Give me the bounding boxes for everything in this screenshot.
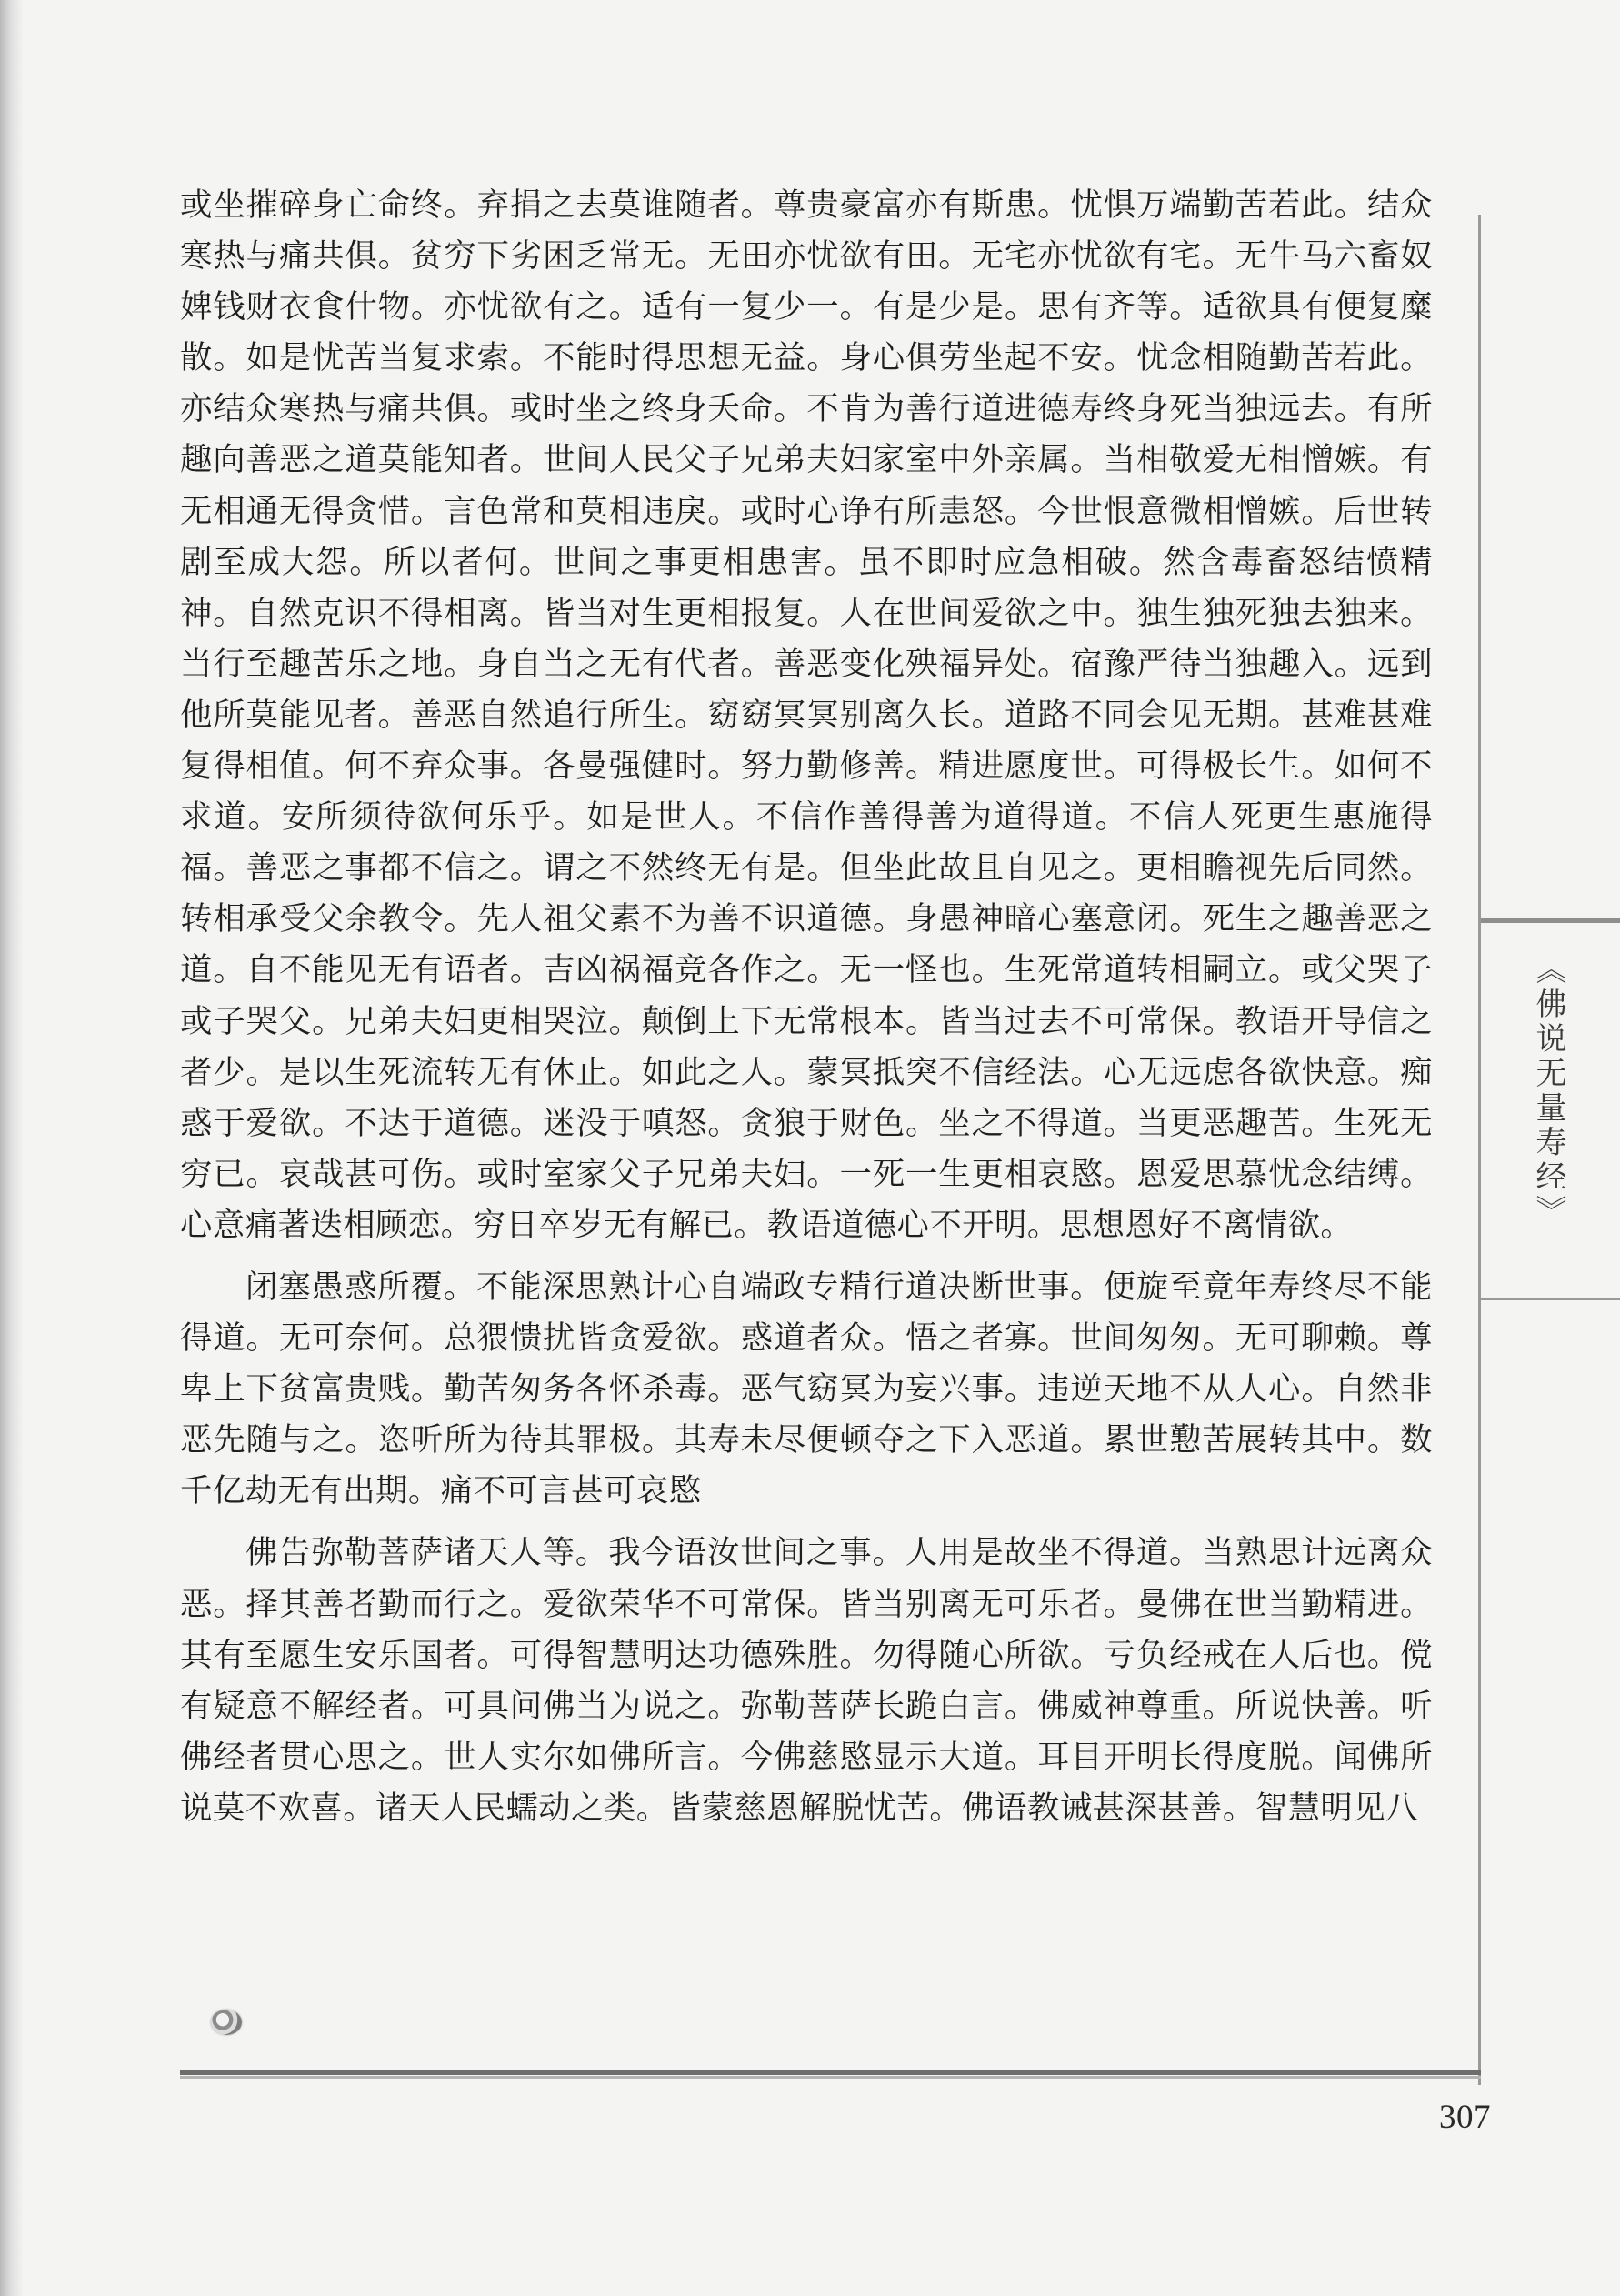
side-tab-top-rule bbox=[1481, 918, 1620, 923]
footer-ornament-icon bbox=[211, 2010, 242, 2035]
paragraph-3: 佛告弥勒菩萨诸天人等。我今语汝世间之事。人用是故坐不得道。当熟思计远离众恶。择其善者勤而行之。爱欲荣华不可常保。皆当别离无可乐者。曼佛在世当勤精进。其有至愿生安乐国者。可得智慧明达功德殊胜。勿得随心所欲。亏负经戒在人后也。傥有疑意不解经者。可具问佛当为说之。弥勒菩萨长跪白言。佛威神尊重。所说快善。听佛经者贯心思之。世人实尔如佛所言。今佛慈愍显示大道。耳目开明长得度脱。闻佛所说莫不欢喜。诸天人民蠕动之类。皆蒙慈恩解脱忧苦。佛语教诫甚深甚善。智慧明见八 bbox=[180, 1534, 1433, 1827]
side-tab-bottom-rule bbox=[1481, 1298, 1620, 1300]
right-margin-rule bbox=[1478, 215, 1481, 2085]
paragraph-2: 闭塞愚惑所覆。不能深思熟计心自端政专精行道决断世事。便旋至竟年寿终尽不能得道。无可奈何。总猥愦扰皆贪爱欲。惑道者众。悟之者寡。世间匆匆。无可聊赖。尊卑上下贫富贵贱。勤苦匆务各怀杀毒。恶气窈冥为妄兴事。违逆天地不从人心。自然非恶先随与之。恣听所为待其罪极。其寿未尽便顿夺之下入恶道。累世懃苦展转其中。数千亿劫无有出期。痛不可言甚可哀愍 bbox=[180, 1268, 1433, 1510]
running-title: 《佛说无量寿经》 bbox=[1530, 953, 1566, 1229]
page-number: 307 bbox=[1439, 2099, 1491, 2136]
binding-gutter-shadow bbox=[0, 0, 24, 2296]
footer-rule-shadow bbox=[180, 2076, 1481, 2079]
paragraph-1: 或坐摧碎身亡命终。弃捐之去莫谁随者。尊贵豪富亦有斯患。忧惧万端勤苦若此。结众寒热与痛共俱。贫穷下劣困乏常无。无田亦忧欲有田。无宅亦忧欲有宅。无牛马六畜奴婢钱财衣食什物。亦忧欲有之。适有一复少一。有是少是。思有齐等。适欲具有便复糜散。如是忧苦当复求索。不能时得思想无益。身心俱劳坐起不安。忧念相随勤苦若此。亦结众寒热与痛共俱。或时坐之终身夭命。不肯为善行道进德寿终身死当独远去。有所趣向善恶之道莫能知者。世间人民父子兄弟夫妇家室中外亲属。当相敬爱无相憎嫉。有无相通无得贪惜。言色常和莫相违戾。或时心诤有所恚怒。今世恨意微相憎嫉。后世转剧至成大怨。所以者何。世间之事更相患害。虽不即时应急相破。然含毒畜怒结愤精神。自然克识不得相离。皆当对生更相报复。人在世间爱欲之中。独生独死独去独来。当行至趣苦乐之地。身自当之无有代者。善恶变化殃福异处。宿豫严待当独趣入。远到他所莫能见者。善恶自然追行所生。窈窈冥冥别离久长。道路不同会见无期。甚难甚难复得相值。何不弃众事。各曼强健时。努力勤修善。精进愿度世。可得极长生。如何不求道。安所须待欲何乐乎。如是世人。不信作善得善为道得道。不信人死更生惠施得福。善恶之事都不信之。谓之不然终无有是。但坐此故且自见之。更相瞻视先后同然。转相承受父余教令。先人祖父素不为善不识道德。身愚神暗心塞意闭。死生之趣善恶之道。自不能见无有语者。吉凶祸福竞各作之。无一怪也。生死常道转相嗣立。或父哭子或子哭父。兄弟夫妇更相哭泣。颠倒上下无常根本。皆当过去不可常保。教语开导信之者少。是以生死流转无有休止。如此之人。蒙冥抵突不信经法。心无远虑各欲快意。痴惑于爱欲。不达于道德。迷没于嗔怒。贪狼于财色。坐之不得道。当更恶趣苦。生死无穷已。哀哉甚可伤。或时室家父子兄弟夫妇。一死一生更相哀愍。恩爱思慕忧念结缚。心意痛著迭相顾恋。穷日卒岁无有解已。教语道德心不开明。思想恩好不离情欲。 bbox=[180, 186, 1433, 1244]
footer-rule bbox=[180, 2070, 1481, 2075]
main-text-block bbox=[180, 180, 1433, 1834]
